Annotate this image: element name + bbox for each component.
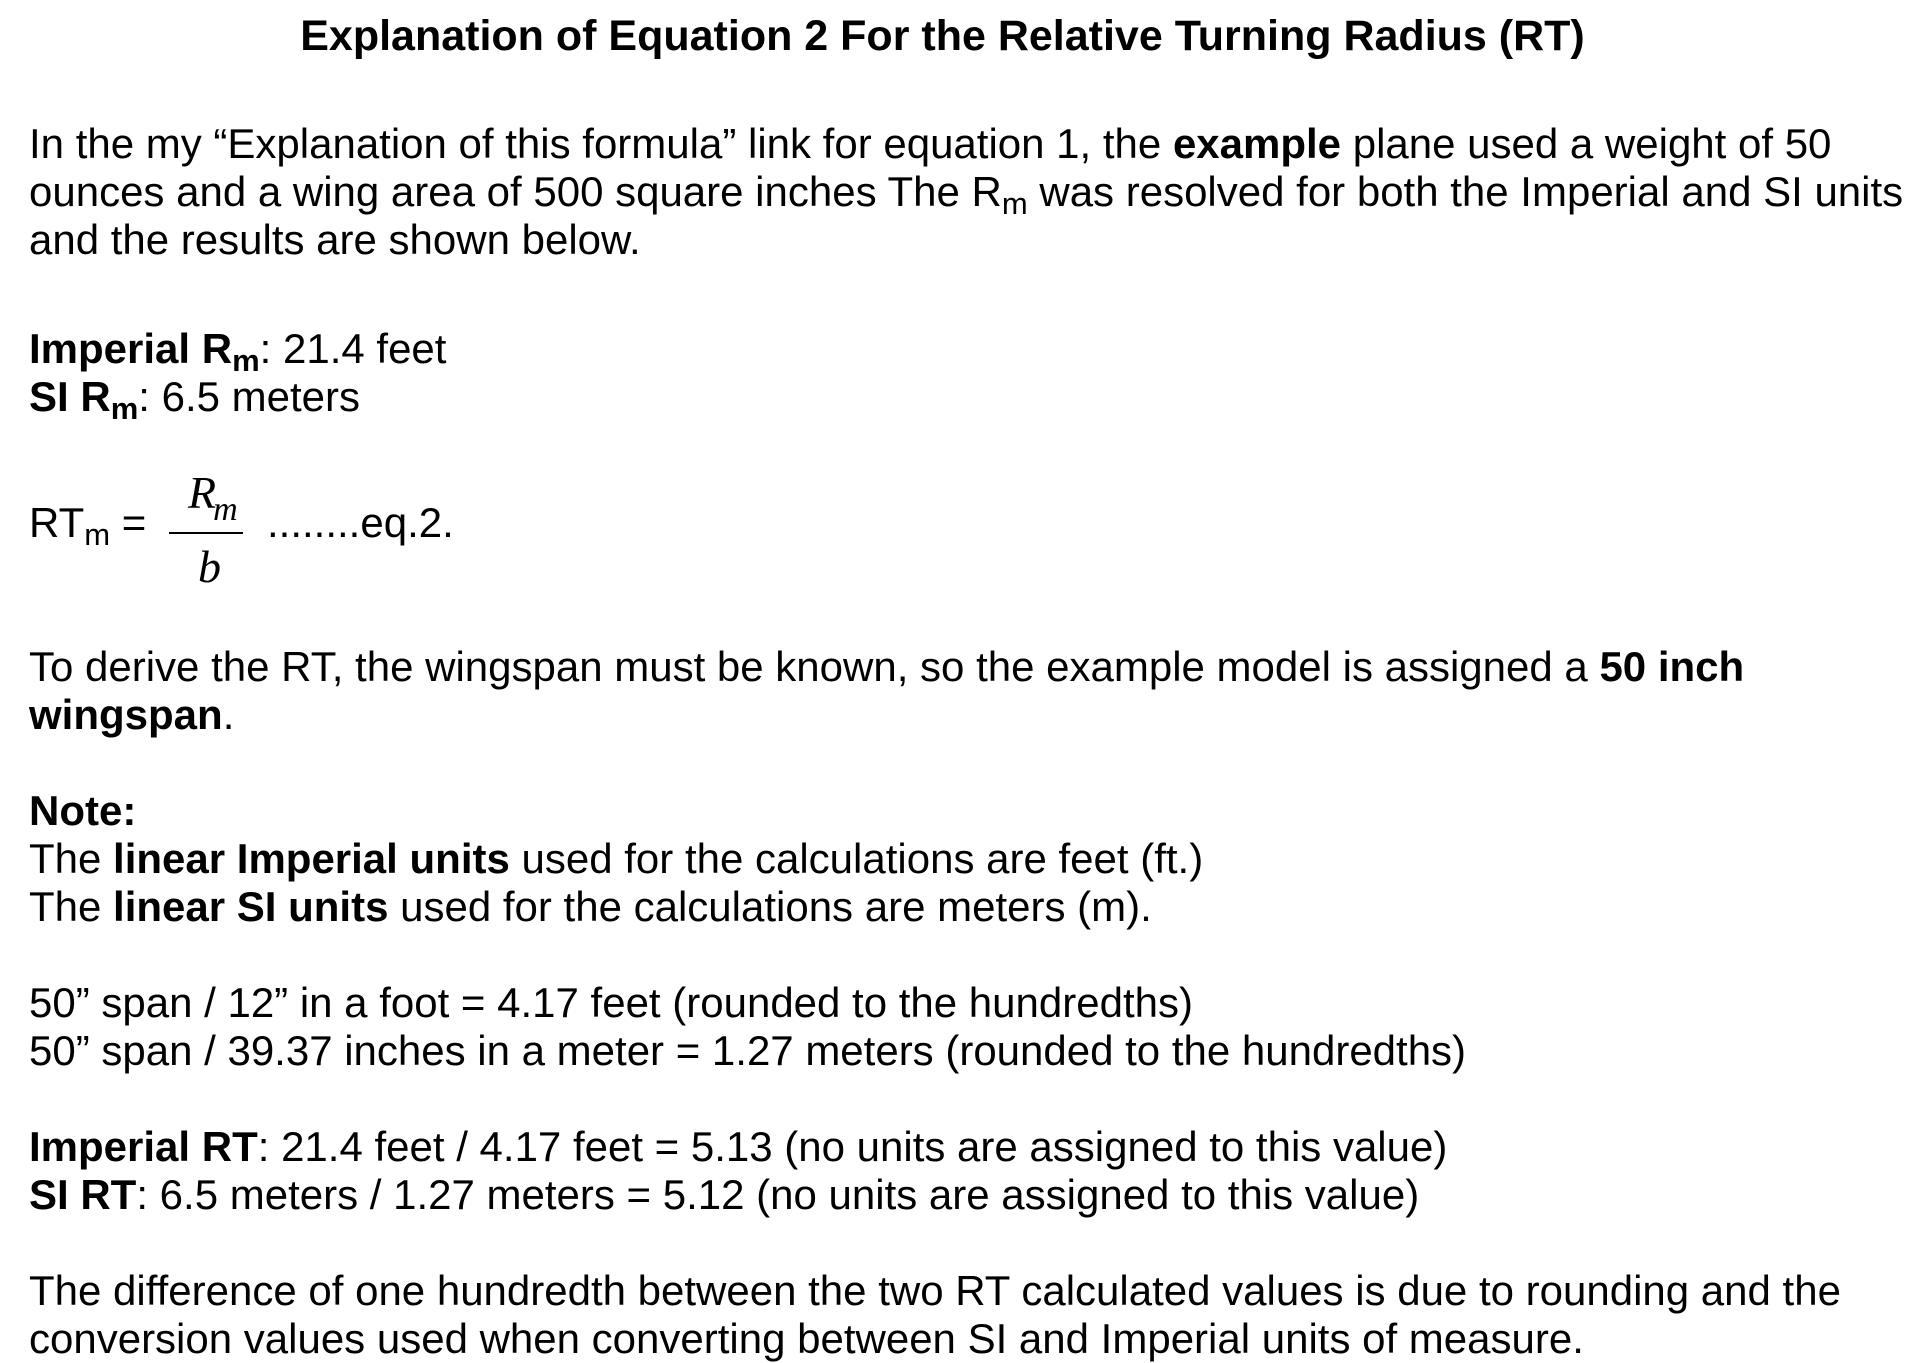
intro-subscript: m: [1001, 186, 1028, 221]
wingspan-paragraph: [29, 643, 1904, 739]
imperial-rm-line: [29, 325, 1904, 378]
conclusion-paragraph: The difference of one hundredth between the two RT calculated values is due to rounding and the conversion values used when converting between SI and Imperial units of measure.: [29, 1267, 1841, 1362]
intro-paragraph: [29, 120, 1904, 264]
equation-tag: ........eq.2.: [267, 499, 454, 546]
equation-denominator: b: [198, 541, 221, 592]
note-heading: [29, 787, 1904, 835]
equation-numerator-text: R: [188, 467, 217, 518]
si-rm-subscript: m: [110, 391, 139, 426]
equation-2: [29, 465, 1904, 595]
imperial-rm-label: [29, 325, 260, 378]
note-line2-bold: linear SI units: [113, 883, 389, 930]
si-rm-label: [29, 373, 139, 426]
equation-numerator: [188, 467, 241, 528]
wingspan-bold: 50 inch wingspan: [29, 643, 1745, 738]
wingspan-text-1: To derive the RT, the wingspan must be known, so the example model is assigned a: [29, 643, 1600, 690]
intro-text-2: plane used a weight of 50 ounces and a wing area of 500 square inches The R: [29, 120, 1832, 215]
imperial-rm-label-text: Imperial R: [29, 325, 233, 372]
note-line-si: [29, 883, 1904, 931]
equation-fraction: [162, 465, 258, 595]
note-line1-post: used for the calculations are feet (ft.): [509, 835, 1204, 882]
intro-text-1: In the my “Explanation of this formula” link for equation 1, the: [29, 120, 1173, 167]
imperial-rt-label: Imperial RT: [29, 1123, 258, 1170]
imperial-rt-value: : 21.4 feet / 4.17 feet = 5.13 (no units are assigned to this value): [257, 1123, 1448, 1170]
si-rt-line: [29, 1171, 1904, 1219]
si-rm-line: [29, 373, 1904, 426]
note-heading-text: Note:: [29, 787, 137, 834]
note-line1-bold: linear Imperial units: [113, 835, 510, 882]
note-line-imperial: [29, 835, 1904, 883]
imperial-rt-line: [29, 1123, 1904, 1171]
document: [29, 0, 1904, 1363]
note-line1-pre: The: [29, 835, 114, 882]
imperial-rm-value: : 21.4 feet: [259, 325, 447, 372]
wingspan-text-2: .: [222, 691, 235, 738]
equation-numerator-subscript: m: [213, 491, 238, 528]
note-line2-pre: The: [29, 883, 114, 930]
intro-text-3: was resolved for both the Imperial and SI units and the results are shown below.: [29, 168, 1904, 263]
si-rt-value: : 6.5 meters / 1.27 meters = 5.12 (no units are assigned to this value): [136, 1171, 1420, 1218]
si-rm-label-text: SI R: [29, 373, 111, 420]
page-title: Explanation of Equation 2 For the Relative Turning Radius (RT): [300, 12, 1585, 60]
conversion-feet: 50” span / 12” in a foot = 4.17 feet (rounded to the hundredths): [29, 979, 1193, 1026]
si-rm-value: : 6.5 meters: [138, 373, 361, 420]
imperial-rm-subscript: m: [232, 343, 260, 378]
equation-lhs-text: RT: [29, 499, 85, 546]
equation-equals: =: [110, 499, 147, 546]
note-line2-post: used for the calculations are meters (m).: [388, 883, 1152, 930]
intro-bold-example: example: [1172, 120, 1342, 167]
equation-lhs: [29, 499, 147, 552]
fraction-bar: [169, 532, 243, 534]
equation-lhs-subscript: m: [84, 517, 111, 552]
si-rt-label: SI RT: [29, 1171, 137, 1218]
conversion-meters: 50” span / 39.37 inches in a meter = 1.27 meters (rounded to the hundredths): [29, 1027, 1467, 1074]
